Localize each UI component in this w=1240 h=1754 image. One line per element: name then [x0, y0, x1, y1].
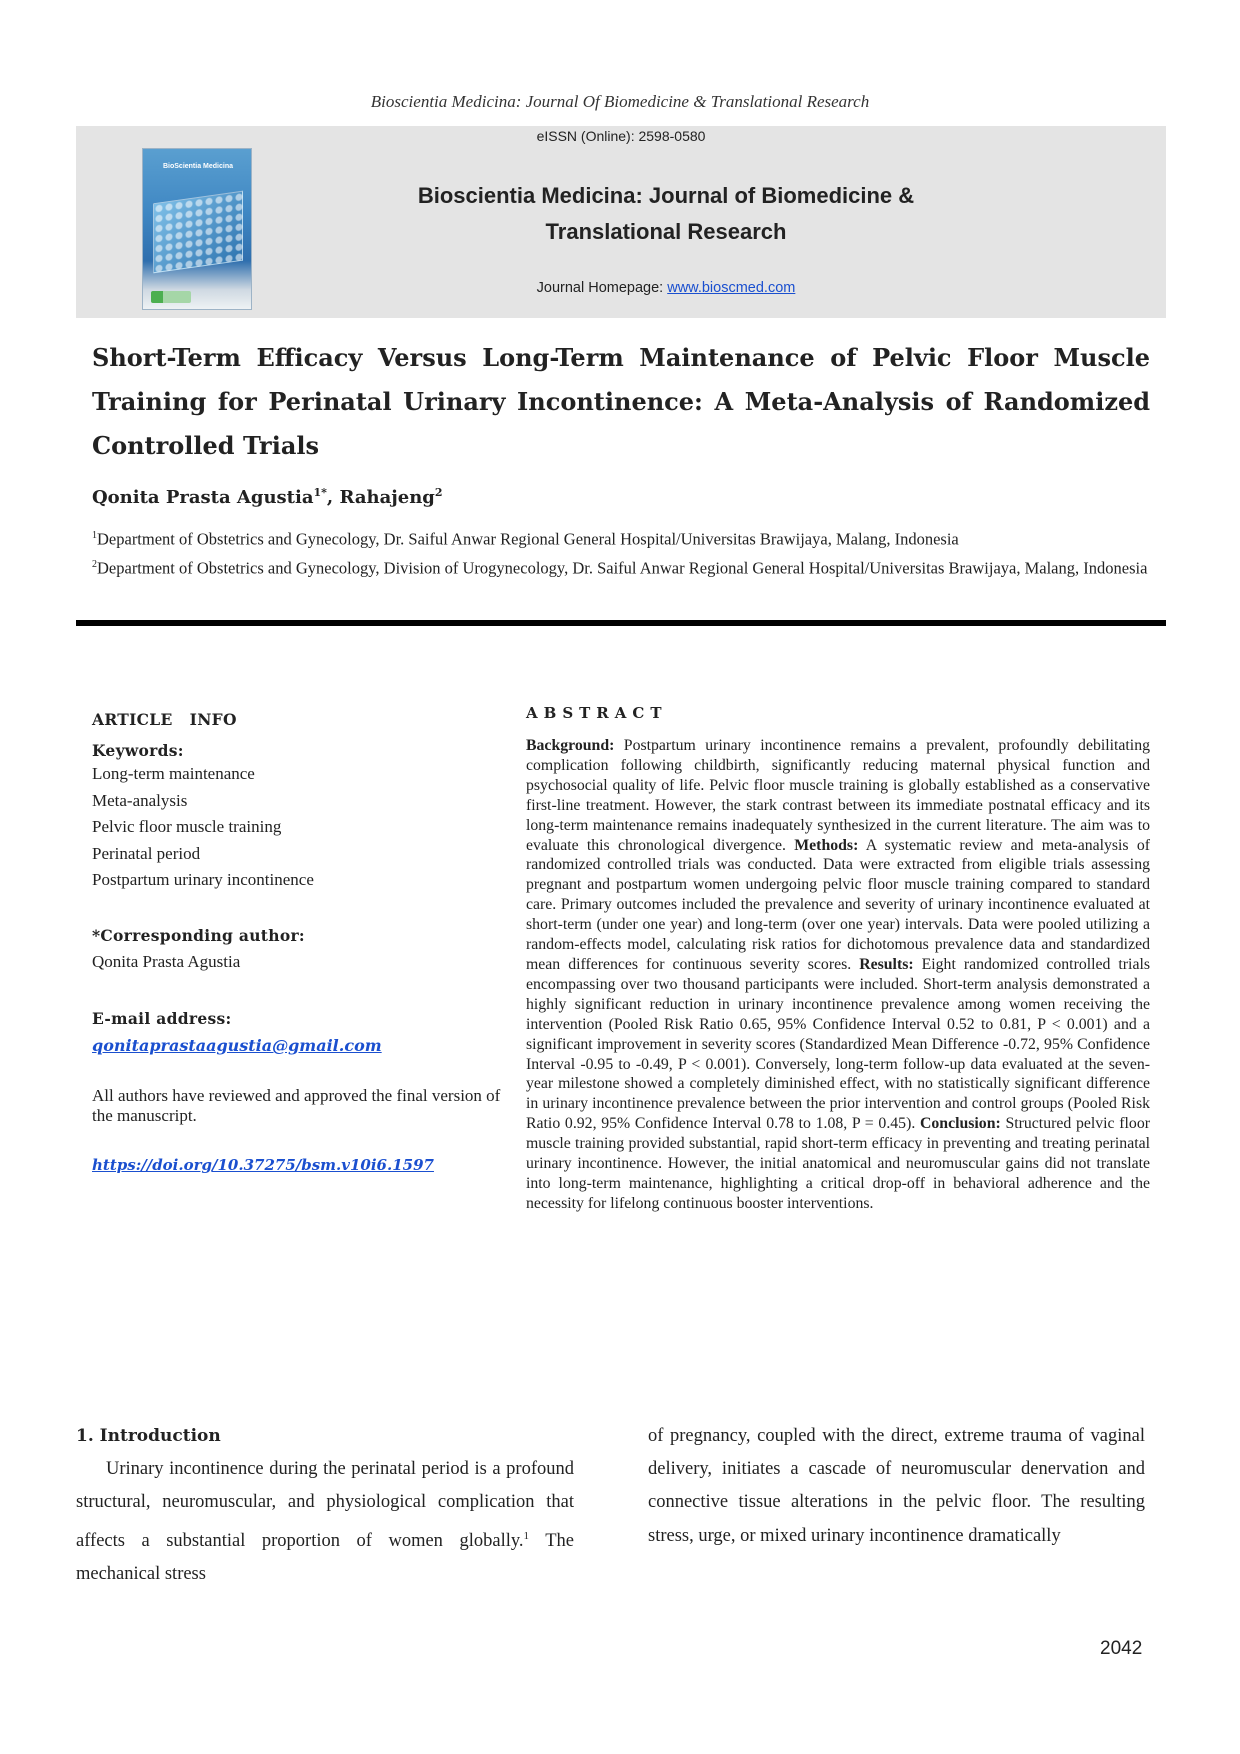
affiliation-2-marker: 2 [92, 559, 97, 570]
methods-label: Methods: [794, 836, 859, 854]
journal-masthead [76, 126, 1166, 318]
intro-left-text: Urinary incontinence during the perinatal period is a profound structural, neuromuscular, and physiological complication that affects a substantial proportion of women globally. [76, 1459, 574, 1551]
approval-statement: All authors have reviewed and approved the final version of the manuscript. [92, 1086, 501, 1125]
keyword-item: Meta-analysis [92, 790, 188, 810]
results-text: Eight randomized controlled trials encompassing over two thousand participants were included. Short-term analysis demonstrated a highly significant reduction in urinary incontinence prevalence among women receiving the intervention (Pooled Risk Ratio 0.65, 95% Confidence Interval 0.52 to 0.81, P < 0.001) and a significant improvement in severity scores (Standardized Mean Difference -0.72, 95% Confidence Interval -0.95 to -0.49, P < 0.001). Conversely, long-term follow-up data evaluated at the seven-year milestone showed a completely diminished effect, with no statistically significant difference in urinary incontinence prevalence between the prior intervention and control groups (Pooled Risk Ratio 0.92, 95% Confidence Interval 0.78 to 1.08, P = 0.45). [526, 955, 1150, 1133]
journal-title-line1: Bioscientia Medicina: Journal of Biomedicine & [417, 183, 915, 208]
author-list [92, 486, 443, 508]
journal-homepage [326, 280, 1006, 296]
eissn: eISSN (Online): 2598-0580 [536, 128, 706, 144]
corresponding-author-name: Qonita Prasta Agustia [92, 952, 241, 971]
background-text: Postpartum urinary incontinence remains a prevalent, profoundly debilitating complication following childbirth, significantly reducing maternal physical function and psychosocial quality of life. Pelvic floor muscle training is globally established as a conservative first-line treatment. However, the stark contrast between its immediate postnatal efficacy and its long-term maintenance remains inadequately synthesized in the current literature. The aim was to evaluate this chronological divergence. [526, 737, 1150, 854]
keyword-item: Pelvic floor muscle training [92, 817, 282, 836]
keyword-item: Postpartum urinary incontinence [92, 870, 314, 889]
intro-heading: 1. Introduction [76, 1426, 221, 1446]
affiliation-1 [92, 521, 1150, 554]
header-divider [76, 620, 1166, 626]
corresponding-author-label: *Corresponding author: [92, 926, 305, 945]
author-2: Rahajeng [339, 487, 435, 508]
cover-logo [151, 291, 191, 303]
methods-text: A systematic review and meta-analysis of randomized controlled trials was conducted. Data were extracted from eligible trials assessing pregnant and postpartum women undergoing pelvic floor muscle training compared to standard care. Primary outcomes included the prevalence and severity of urinary incontinence evaluated at short-term (under one year) and long-term (over one year) intervals. Data were pooled utilizing a random-effects model, calculating risk ratios for dichotomous prevalence data and standardized mean differences for continuous severity scores. [526, 836, 1150, 973]
affiliation-2-text: Department of Obstetrics and Gynecology, Division of Urogynecology, Dr. Saiful Anwar Regional General Hospital/Universitas Brawijaya, Malang, Indonesia [97, 558, 1148, 578]
doi-link[interactable]: https://doi.org/10.37275/bsm.v10i6.1597 [92, 1156, 434, 1174]
journal-cover-image [142, 148, 252, 310]
affiliation-1-text: Department of Obstetrics and Gynecology, Dr. Saiful Anwar Regional General Hospital/Universitas Brawijaya, Malang, Indonesia [97, 529, 959, 549]
intro-left-column [76, 1420, 574, 1591]
citation-ref: 1 [523, 1529, 530, 1542]
intro-left-tail: The mechanical stress [76, 1530, 574, 1584]
article-info-heading: ARTICLE INFO [92, 710, 237, 729]
journal-title [326, 178, 1006, 250]
cover-title: BioScientia Medicina [162, 163, 234, 170]
keyword-item: Perinatal period [92, 843, 201, 863]
email-link[interactable]: qonitaprastaagustia@gmail.com [92, 1036, 382, 1055]
conclusion-text: Structured pelvic floor muscle training provided substantial, rapid short-term efficacy in preventing and treating perinatal urinary incontinence. However, the initial anatomical and neuromuscular gains did not translate into long-term maintenance, highlighting a critical drop-off in behavioral adherence and the necessity for lifelong continuous booster interventions. [526, 1115, 1150, 1212]
running-head: Bioscientia Medicina: Journal Of Biomedicine & Translational Research [370, 92, 870, 111]
author-2-affil: 2 [434, 486, 443, 499]
journal-title-line2: Translational Research [545, 219, 787, 244]
intro-right-column: of pregnancy, coupled with the direct, extreme trauma of vaginal delivery, initiates a cascade of neuromuscular denervation and connective tissue alterations in the pelvic floor. The resulting stress, urge, or mixed urinary incontinence dramatically [648, 1426, 1145, 1546]
abstract-heading: ABSTRACT [526, 704, 668, 722]
page-number: 2042 [1100, 1638, 1143, 1659]
article-title: Short-Term Efficacy Versus Long-Term Maintenance of Pelvic Floor Muscle Training for Perinatal Urinary Incontinence: A Meta-Analysis of Randomized Controlled Trials [92, 343, 1150, 460]
author-1-affil: 1* [313, 486, 327, 499]
abstract-body [526, 736, 1150, 1214]
keyword-item: Long-term maintenance [92, 764, 255, 783]
author-separator: , [326, 487, 340, 508]
intro-paragraph [76, 1453, 574, 1591]
results-label: Results: [859, 955, 914, 973]
homepage-label: Journal Homepage: [536, 280, 668, 296]
author-1: Qonita Prasta Agustia [92, 487, 314, 508]
background-label: Background: [526, 737, 615, 754]
conclusion-label: Conclusion: [919, 1115, 1001, 1133]
cover-plate-graphic [153, 191, 243, 274]
keywords-label: Keywords: [92, 741, 184, 760]
email-label: E-mail address: [92, 1009, 232, 1028]
affiliation-2 [92, 550, 1150, 583]
homepage-link[interactable]: www.bioscmed.com [667, 280, 796, 296]
affiliation-1-marker: 1 [92, 530, 97, 541]
keywords-list [92, 761, 502, 894]
